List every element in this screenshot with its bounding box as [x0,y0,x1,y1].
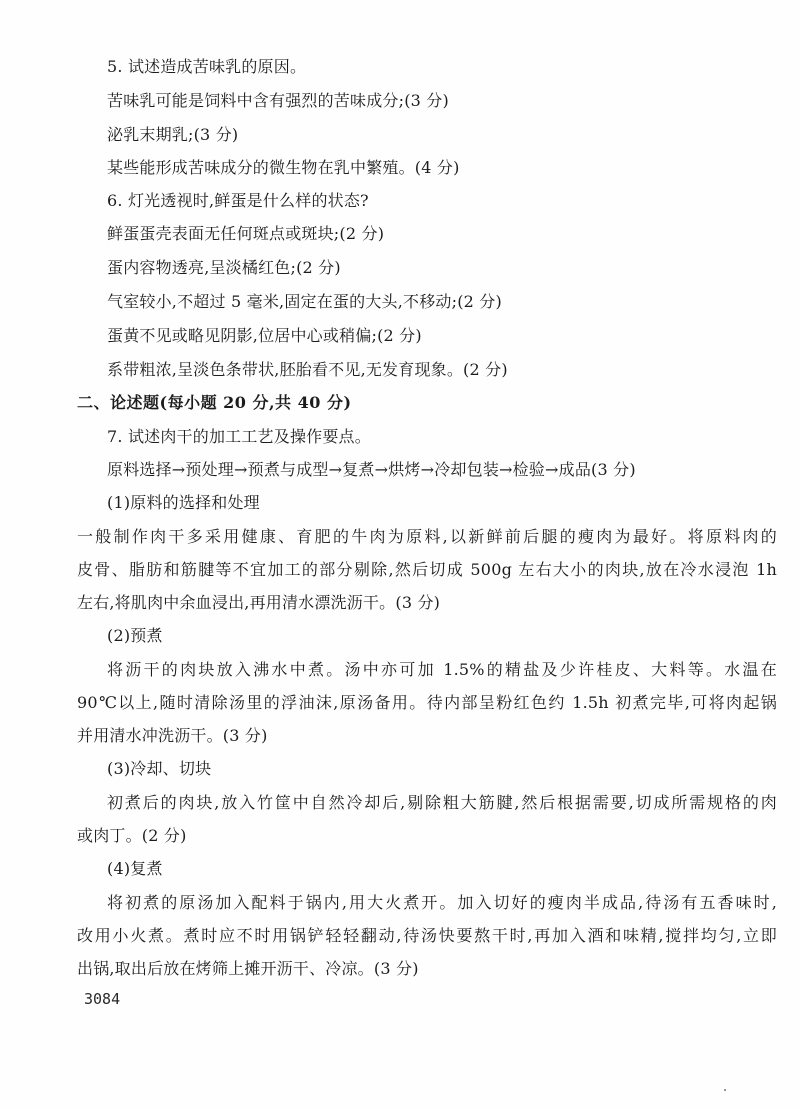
step-1-paragraph-line-3: 左右,将肌肉中余血浸出,再用清水漂洗沥干。(3 分) [77,593,441,612]
step-2-paragraph-line-2: 90℃以上,随时清除汤里的浮油沫,原汤备用。待内部呈粉红色约 1.5h 初煮完毕,可将肉起锅 [77,693,777,712]
q5-answer-line-3: 某些能形成苦味成分的微生物在乳中繁殖。(4 分) [107,158,460,177]
q5-answer-line-2: 泌乳末期乳;(3 分) [107,125,239,144]
step-4-paragraph-line-3: 出锅,取出后放在烤筛上摊开沥干、冷凉。(3 分) [77,959,419,978]
step-4-paragraph-line-2: 改用小火煮。煮时应不时用锅铲轻轻翻动,待汤快要熬干时,再加入酒和味精,搅拌均匀,立即 [77,926,777,945]
q6-answer-line-3: 气室较小,不超过 5 毫米,固定在蛋的大头,不移动;(2 分) [107,292,502,311]
scan-speck [724,1089,726,1091]
question-5-title: 5. 试述造成苦味乳的原因。 [107,57,307,76]
step-4-paragraph-line-1: 将初煮的原汤加入配料于锅内,用大火煮开。加入切好的瘦肉半成品,待汤有五香味时, [107,893,777,912]
section-heading-essay: 二、论述题(每小题 20 分,共 40 分) [77,393,352,412]
step-4-heading: (4)复煮 [107,859,163,878]
step-1-paragraph-line-2: 皮骨、脂肪和筋腱等不宜加工的部分剔除,然后切成 500g 左右大小的肉块,放在冷水浸泡 1h [77,560,777,579]
step-2-heading: (2)预煮 [107,626,163,645]
step-3-paragraph-line-2: 或肉丁。(2 分) [77,826,187,845]
page-number: 3084 [84,990,121,1008]
step-2-paragraph-line-3: 并用清水冲洗沥干。(3 分) [77,726,268,745]
process-flow-line: 原料选择→预处理→预煮与成型→复煮→烘烤→冷却包装→检验→成品(3 分) [107,460,636,479]
q6-answer-line-5: 系带粗浓,呈淡色条带状,胚胎看不见,无发育现象。(2 分) [107,360,508,379]
q6-answer-line-1: 鲜蛋蛋壳表面无任何斑点或斑块;(2 分) [107,224,385,243]
step-1-heading: (1)原料的选择和处理 [107,493,260,512]
step-1-paragraph-line-1: 一般制作肉干多采用健康、育肥的牛肉为原料,以新鲜前后腿的瘦肉为最好。将原料肉的 [77,527,777,546]
step-3-heading: (3)冷却、切块 [107,759,212,778]
q6-answer-line-4: 蛋黄不见或略见阴影,位居中心或稍偏;(2 分) [107,326,422,345]
step-3-paragraph-line-1: 初煮后的肉块,放入竹筐中自然冷却后,剔除粗大筋腱,然后根据需要,切成所需规格的肉 [107,793,777,812]
q6-answer-line-2: 蛋内容物透亮,呈淡橘红色;(2 分) [107,258,341,277]
question-7-title: 7. 试述肉干的加工工艺及操作要点。 [107,427,371,446]
q5-answer-line-1: 苦味乳可能是饲料中含有强烈的苦味成分;(3 分) [107,91,449,110]
question-6-title: 6. 灯光透视时,鲜蛋是什么样的状态? [107,191,369,210]
step-2-paragraph-line-1: 将沥干的肉块放入沸水中煮。汤中亦可加 1.5%的精盐及少许桂皮、大料等。水温在 [107,660,777,679]
